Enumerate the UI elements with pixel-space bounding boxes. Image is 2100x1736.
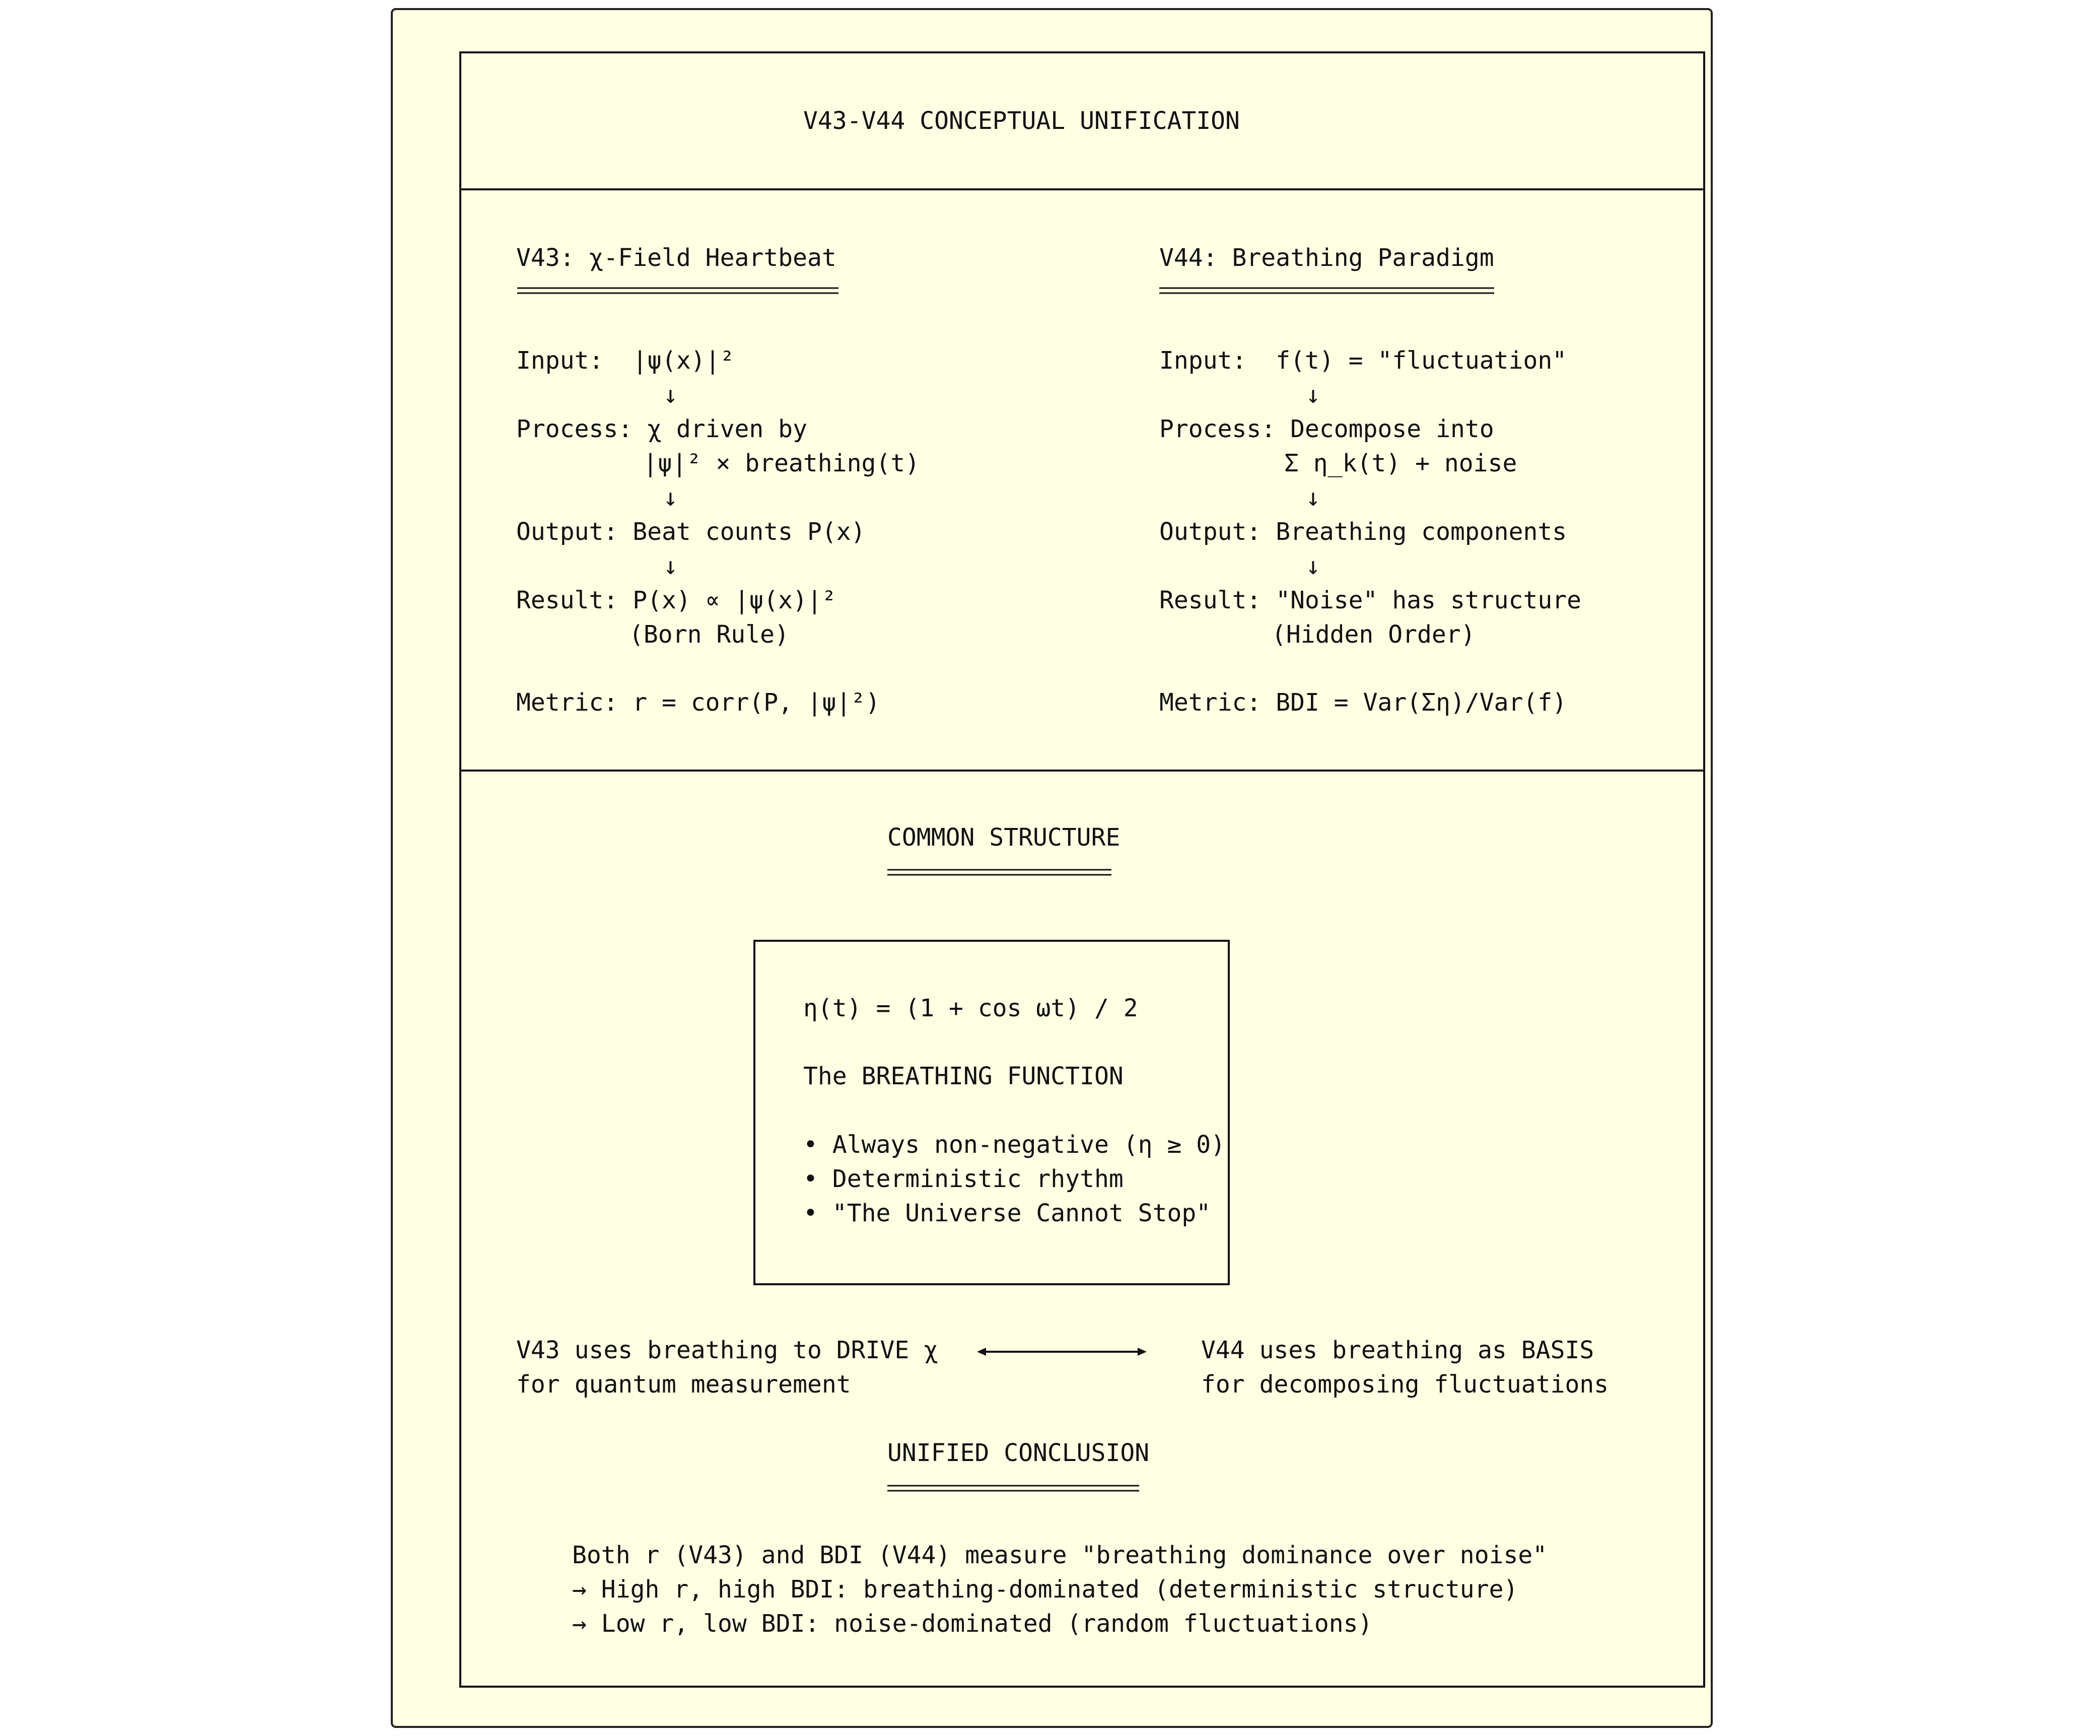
v43-usage-line2: for quantum measurement [516,1370,851,1399]
breathing-property-3: • "The Universe Cannot Stop" [803,1199,1211,1227]
breathing-function-box [754,941,1229,1284]
v43-process-line1: Process: χ driven by [516,415,807,443]
v43-arrow-3: ↓ [663,552,678,580]
v44-process-line2: Σ η_k(t) + noise [1284,449,1517,477]
v43-result-line1: Result: P(x) ∝ |ψ(x)|² [516,586,836,614]
conclusion-line-1: Both r (V43) and BDI (V44) measure "breathing dominance over noise" [572,1541,1548,1569]
v43-output: Output: Beat counts P(x) [516,518,866,546]
v44-arrow-2: ↓ [1306,483,1320,512]
conclusion-line-3: → Low r, low BDI: noise-dominated (random fluctuations) [572,1610,1373,1638]
v43-metric: Metric: r = corr(P, |ψ|²) [516,688,880,717]
arrow-right-head [1138,1348,1147,1356]
diagram-title: V43-V44 CONCEPTUAL UNIFICATION [803,107,1240,135]
v44-arrow-1: ↓ [1306,381,1320,409]
v43-input: Input: |ψ(x)|² [516,346,735,375]
v44-result-line1: Result: "Noise" has structure [1159,586,1582,614]
breathing-formula: η(t) = (1 + cos ωt) / 2 [803,994,1138,1022]
v43-result-line2: (Born Rule) [629,620,789,649]
v44-heading: V44: Breathing Paradigm [1159,244,1494,272]
common-structure-heading: COMMON STRUCTURE [887,823,1121,852]
v44-arrow-3: ↓ [1306,552,1320,580]
v44-usage-line2: for decomposing fluctuations [1201,1370,1609,1399]
breathing-property-2: • Deterministic rhythm [803,1165,1124,1193]
conclusion-line-2: → High r, high BDI: breathing-dominated (deterministic structure) [572,1575,1518,1604]
v44-process-line1: Process: Decompose into [1159,415,1494,443]
v43-heading: V43: χ-Field Heartbeat [516,244,836,272]
v44-input: Input: f(t) = "fluctuation" [1159,346,1567,375]
v44-result-line2: (Hidden Order) [1272,620,1476,649]
v44-output: Output: Breathing components [1159,518,1567,546]
arrow-left-head [977,1348,986,1356]
v43-usage-line1: V43 uses breathing to DRIVE χ [516,1336,939,1364]
breathing-function-name: The BREATHING FUNCTION [803,1062,1124,1090]
v43-arrow-1: ↓ [663,381,678,409]
v43-arrow-2: ↓ [663,483,678,512]
v44-metric: Metric: BDI = Var(Ση)/Var(f) [1159,688,1567,717]
breathing-property-1: • Always non-negative (η ≥ 0) [803,1131,1226,1159]
v44-usage-line1: V44 uses breathing as BASIS [1201,1336,1594,1364]
unified-conclusion-heading: UNIFIED CONCLUSION [887,1439,1150,1467]
v43-process-line2: |ψ|² × breathing(t) [643,449,920,477]
